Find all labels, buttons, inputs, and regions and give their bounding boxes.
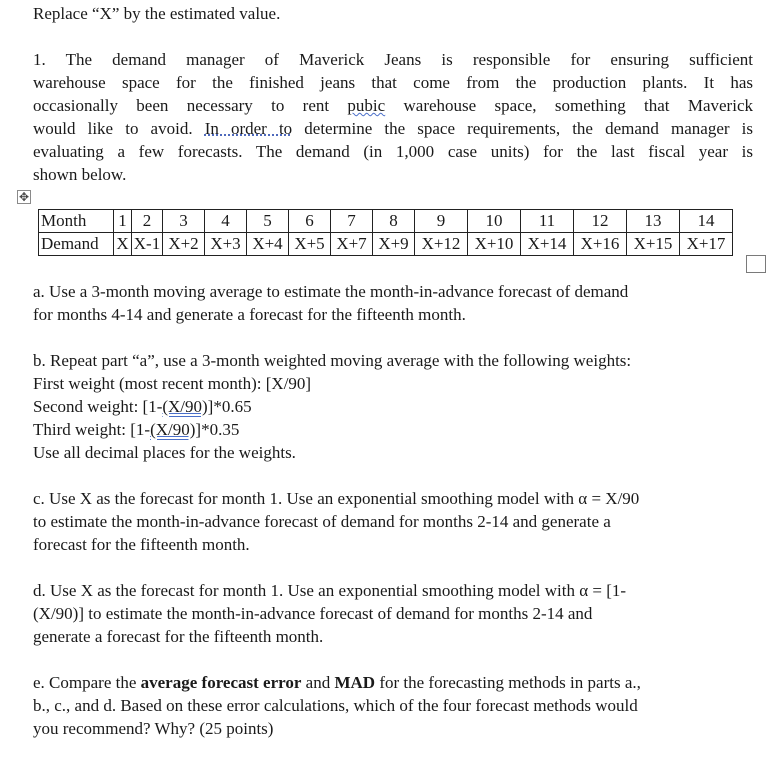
part-c-line-3: forecast for the fifteenth month. [33,535,250,554]
month-cell: 11 [521,210,574,233]
problem-line-1: 1. The demand manager of Maverick Jeans is responsible for ensuring sufficient [33,50,753,69]
part-e-line-3: you recommend? Why? (25 points) [33,719,274,738]
month-cell: 2 [132,210,163,233]
part-b-line-3: Second weight: [1-(X/90)]*0.65 [33,397,252,416]
month-row [39,210,733,233]
demand-table [38,209,733,256]
problem-line-4: would like to avoid. In order to determine the space requirements, the demand manager is [33,119,753,138]
demand-cell: X+10 [468,233,521,256]
month-cell: 9 [415,210,468,233]
demand-cell: X+16 [574,233,627,256]
demand-row [39,233,733,256]
demand-cell: X+14 [521,233,574,256]
spelling-mark: pubic [347,96,386,115]
part-d-line-3: generate a forecast for the fifteenth month. [33,627,324,646]
problem-line-6: shown below. [33,165,127,184]
grammar-mark: (X/90)] [150,420,202,439]
demand-cell: X+2 [163,233,205,256]
problem-line-5: evaluating a few forecasts. The demand (in 1,000 case units) for the last fiscal year is [33,142,753,161]
move-handle-icon[interactable]: ✥ [18,190,30,204]
month-cell: 10 [468,210,521,233]
demand-header: Demand [39,233,114,256]
month-cell: 8 [373,210,415,233]
part-b-line-4: Third weight: [1-(X/90)]*0.35 [33,420,240,439]
demand-cell: X+5 [289,233,331,256]
month-cell: 7 [331,210,373,233]
part-a-line-2: for months 4-14 and generate a forecast for the fifteenth month. [33,305,466,324]
part-c-line-1: c. Use X as the forecast for month 1. Use an exponential smoothing model with α = X/90 [33,489,640,508]
demand-cell: X+17 [680,233,733,256]
demand-cell: X+7 [331,233,373,256]
month-header: Month [39,210,114,233]
demand-cell: X [114,233,132,256]
part-b-line-2: First weight (most recent month): [X/90] [33,374,312,393]
month-cell: 5 [247,210,289,233]
month-cell: 3 [163,210,205,233]
part-e-line-1: e. Compare the average forecast error and MAD for the forecasting methods in parts a., [33,673,641,692]
month-cell: 6 [289,210,331,233]
demand-cell: X+15 [627,233,680,256]
month-cell: 12 [574,210,627,233]
problem-paragraph [33,48,753,186]
part-d-line-1: d. Use X as the forecast for month 1. Use an exponential smoothing model with α = [1- [33,581,627,600]
demand-cell: X+12 [415,233,468,256]
part-d-line-2: (X/90)] to estimate the month-in-advance forecast of demand for months 2-14 and [33,604,593,623]
bold-term: average forecast error [140,673,302,692]
part-c-line-2: to estimate the month-in-advance forecast of demand for months 2-14 and generate a [33,512,611,531]
demand-cell: X+4 [247,233,289,256]
instruction-text: Replace “X” by the estimated value. [33,4,281,23]
part-b-line-5: Use all decimal places for the weights. [33,443,296,462]
demand-cell: X+3 [205,233,247,256]
part-e-line-2: b., c., and d. Based on these error calculations, which of the four forecast methods would [33,696,638,715]
bold-term: MAD [334,673,376,692]
demand-cell: X-1 [132,233,163,256]
demand-cell: X+9 [373,233,415,256]
month-cell: 13 [627,210,680,233]
grammar-mark: In order to [204,119,293,138]
month-cell: 1 [114,210,132,233]
grammar-mark: (X/90)] [162,397,214,416]
problem-line-3: occasionally been necessary to rent pubic warehouse space, something that Maverick [33,96,753,115]
part-b-line-1: b. Repeat part “a”, use a 3-month weighted moving average with the following weights: [33,351,632,370]
month-cell: 14 [680,210,733,233]
part-a-line-1: a. Use a 3-month moving average to estimate the month-in-advance forecast of demand [33,282,629,301]
problem-line-2: warehouse space for the finished jeans that come from the production plants. It has [33,73,753,92]
table-resize-handle[interactable] [746,255,766,273]
month-cell: 4 [205,210,247,233]
